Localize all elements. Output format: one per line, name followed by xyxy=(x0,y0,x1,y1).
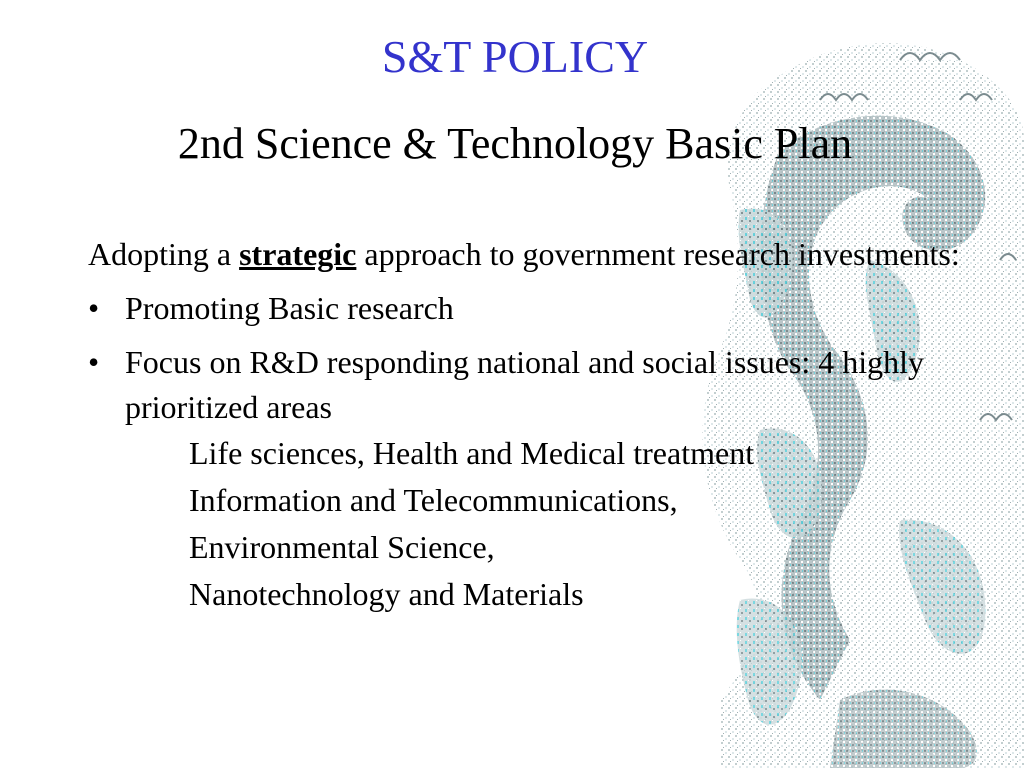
bullet-text: Focus on R&D responding national and social issues: 4 highly prioritized areas xyxy=(125,344,925,425)
priority-area-item: Environmental Science, xyxy=(189,529,495,565)
intro-text-before: Adopting a xyxy=(88,236,240,272)
bullet-marker: • xyxy=(88,344,100,380)
intro-paragraph xyxy=(88,232,1008,277)
priority-area-item: Nanotechnology and Materials xyxy=(189,576,584,612)
bullet-item-basic-research xyxy=(88,286,1008,331)
priority-area-item: Information and Telecommunications, xyxy=(189,482,678,518)
slide-body xyxy=(88,232,1008,618)
priority-areas-list xyxy=(88,430,1008,618)
bullet-text: Promoting Basic research xyxy=(125,290,454,326)
intro-emphasis: strategic xyxy=(239,236,357,272)
bullet-marker: • xyxy=(88,290,100,326)
intro-text-after: approach to government research investments: xyxy=(356,236,960,272)
bullet-item-rd-focus xyxy=(88,340,1008,430)
slide-subtitle: 2nd Science & Technology Basic Plan xyxy=(177,119,853,168)
slide-title: S&T POLICY xyxy=(381,31,649,82)
priority-area-item: Life sciences, Health and Medical treatment xyxy=(189,435,755,471)
